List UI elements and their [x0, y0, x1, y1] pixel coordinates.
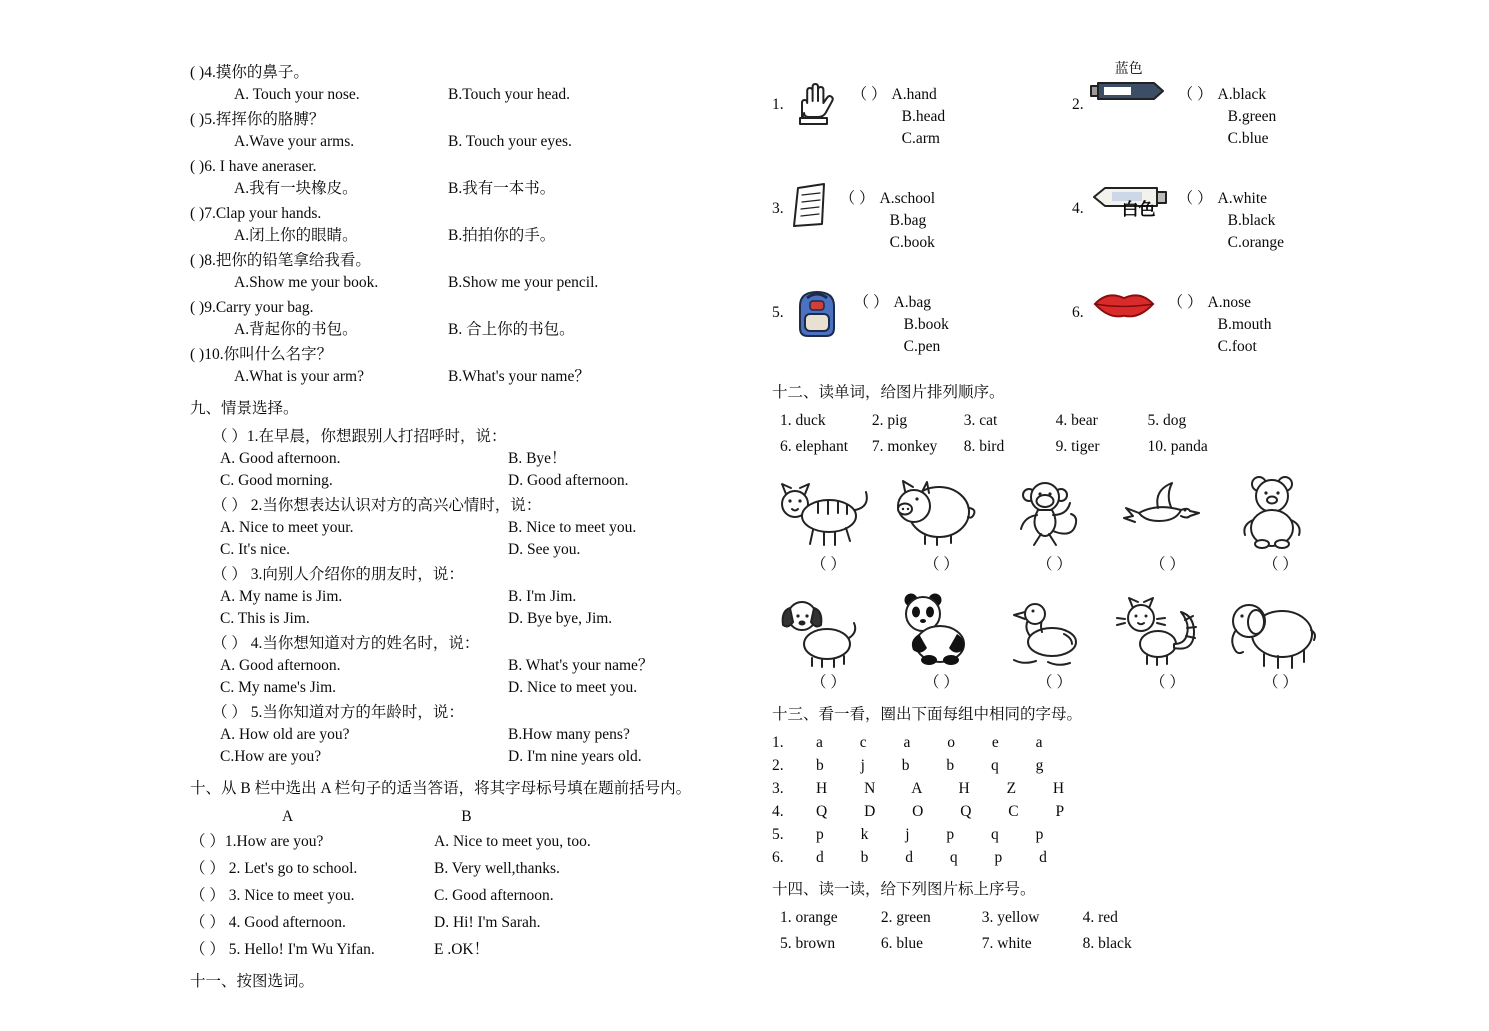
option-a: A. Touch your nose.	[234, 86, 360, 103]
match-answer: A. Nice to meet you, too.	[434, 833, 591, 850]
row-number: 3.	[772, 780, 784, 797]
match-row	[190, 831, 768, 853]
picture-question-6	[1072, 280, 1357, 372]
color-word: 7. white	[981, 935, 1032, 952]
scenario-question-1	[190, 426, 768, 492]
letter-row	[772, 755, 1357, 777]
notebook-image	[790, 182, 830, 230]
dog-image	[772, 586, 885, 671]
word-item: 4. bear	[1055, 412, 1098, 429]
animal-cell	[998, 586, 1111, 694]
letter-group: H N A H Z H	[816, 780, 1065, 797]
match-answer: B. Very well,thanks.	[434, 860, 560, 877]
question-text: （ ） 2.当你想表达认识对方的高兴心情时，说：	[212, 497, 542, 514]
option-a: A.white	[1217, 190, 1268, 207]
animal-cell	[885, 468, 998, 576]
item-number: 5.	[772, 304, 784, 321]
toothpaste-image	[1090, 62, 1168, 104]
mc-question-4	[190, 62, 768, 106]
answer-bracket: （ ）	[811, 556, 846, 573]
question-text: ( )9.Carry your bag.	[190, 299, 314, 316]
item-number: 3.	[772, 200, 784, 217]
scenario-question-2	[190, 495, 768, 561]
row-number: 1.	[772, 734, 784, 751]
scenario-question-3	[190, 564, 768, 630]
animal-cell	[772, 586, 885, 694]
option-line	[840, 188, 935, 210]
question-text: ( )4.摸你的鼻子。	[190, 64, 309, 81]
word-item: 9. tiger	[1055, 438, 1100, 455]
answer-bracket: （ ）	[811, 674, 846, 691]
tiger-image	[772, 468, 885, 553]
word-item: 7. monkey	[871, 438, 938, 455]
item-number: 6.	[1072, 304, 1084, 321]
word-list-row-2	[772, 436, 1357, 458]
mc-question-8	[190, 250, 768, 294]
section-9-title: 九、情景选择。	[190, 400, 299, 417]
color-word: 2. green	[880, 909, 931, 926]
option-line	[852, 84, 945, 106]
match-row	[190, 885, 768, 907]
question-text: （ ） 4.当你想知道对方的姓名时，说：	[212, 635, 480, 652]
option-c: C. It's nice.	[220, 541, 290, 558]
duck-image	[998, 586, 1111, 671]
column-b-header: B	[461, 808, 472, 825]
letter-row	[772, 801, 1357, 823]
section-10-title: 十、从 B 栏中选出 A 栏句子的适当答语，将其字母标号填在题前括号内。	[190, 780, 692, 797]
option-a: A. My name is Jim.	[220, 588, 343, 605]
color-word: 4. red	[1082, 909, 1118, 926]
option-d: D. I'm nine years old.	[508, 748, 642, 765]
option-b: B. I'm Jim.	[508, 588, 577, 605]
option-b: B.What's your name？	[448, 368, 590, 385]
picture-question-4	[1072, 176, 1357, 268]
option-b: B. 合上你的书包。	[448, 321, 575, 338]
question-text: ( )7.Clap your hands.	[190, 205, 322, 222]
color-word: 3. yellow	[981, 909, 1040, 926]
row-number: 6.	[772, 849, 784, 866]
answer-bracket: （ ）	[851, 86, 887, 103]
option-c: C. Good morning.	[220, 472, 333, 489]
question-text: ( )10.你叫什么名字？	[190, 346, 333, 363]
answer-bracket: （ ）	[1177, 86, 1213, 103]
option-d: D. Good afternoon.	[508, 472, 629, 489]
mc-question-7	[190, 203, 768, 247]
animal-cell	[1111, 586, 1224, 694]
match-answer: E .OK！	[434, 941, 490, 958]
match-row	[190, 939, 768, 961]
option-b: B.我有一本书。	[448, 180, 556, 197]
word-list-row-1	[772, 410, 1357, 432]
answer-bracket: （ ）	[853, 294, 889, 311]
section-11-title: 十一、按图选词。	[190, 973, 315, 990]
answer-bracket: （ ）	[1263, 674, 1298, 691]
option-b: B.How many pens?	[508, 726, 630, 743]
word-item: 6. elephant	[780, 438, 849, 455]
row-number: 2.	[772, 757, 784, 774]
option-b: B.Show me your pencil.	[448, 274, 599, 291]
letter-group: Q D O Q C P	[816, 803, 1065, 820]
left-column	[190, 62, 768, 999]
letter-row	[772, 824, 1357, 846]
answer-bracket: （ ）	[1263, 556, 1298, 573]
backpack-image	[790, 286, 844, 340]
lips-image	[1090, 286, 1158, 322]
letter-group: d b d q p d	[816, 849, 1047, 866]
option-b: B.Touch your head.	[448, 86, 571, 103]
animal-cell	[885, 586, 998, 694]
option-a: A.背起你的书包。	[234, 321, 358, 338]
item-number: 2.	[1072, 96, 1084, 113]
question-text: ( )5.挥挥你的胳膊？	[190, 111, 325, 128]
color-word: 5. brown	[780, 935, 836, 952]
mc-question-9	[190, 297, 768, 341]
match-answer: D. Hi! I'm Sarah.	[434, 914, 541, 931]
section-12	[772, 382, 1357, 694]
option-a: A.Show me your book.	[234, 274, 379, 291]
answer-bracket: （ ）	[1177, 190, 1213, 207]
letter-group: a c a o e a	[816, 734, 1043, 751]
color-word: 1. orange	[780, 909, 838, 926]
option-b: B.拍拍你的手。	[448, 227, 556, 244]
answer-bracket: （ ）	[1150, 674, 1185, 691]
option-d: D. Bye bye, Jim.	[508, 610, 613, 627]
picture-question-3	[772, 176, 1072, 268]
color-caption: 白色	[1121, 199, 1156, 219]
section-14-title: 十四、读一读，给下列图片标上序号。	[772, 881, 1036, 898]
column-a-header: A	[282, 808, 294, 825]
option-line	[1178, 84, 1277, 106]
option-a: A.school	[879, 190, 936, 207]
letter-row	[772, 778, 1357, 800]
match-row	[190, 912, 768, 934]
option-d: D. Nice to meet you.	[508, 679, 638, 696]
option-a: A.闭上你的眼睛。	[234, 227, 358, 244]
option-c: C.book	[889, 234, 935, 251]
animal-cell	[772, 468, 885, 576]
word-item: 3. cat	[963, 412, 998, 429]
option-c: C.pen	[903, 338, 941, 355]
picture-question-5	[772, 280, 1072, 372]
option-b: B.mouth	[1217, 316, 1272, 333]
match-prompt: （ ） 2. Let's go to school.	[190, 860, 358, 877]
option-c: C. My name's Jim.	[220, 679, 337, 696]
option-a: A.black	[1217, 86, 1267, 103]
option-c: C.orange	[1227, 234, 1285, 251]
column-headers	[190, 806, 768, 828]
scenario-question-5	[190, 702, 768, 768]
panda-image	[885, 586, 998, 671]
option-b: B. Touch your eyes.	[448, 133, 572, 150]
scenario-question-4	[190, 633, 768, 699]
mc-question-5	[190, 109, 768, 153]
word-item: 1. duck	[780, 412, 826, 429]
option-a: A.hand	[891, 86, 937, 103]
option-c: C.How are you?	[220, 748, 322, 765]
match-answer: C. Good afternoon.	[434, 887, 554, 904]
color-caption: 蓝色	[1114, 62, 1143, 77]
option-a: A.Wave your arms.	[234, 133, 355, 150]
answer-bracket: （ ）	[1037, 674, 1072, 691]
color-word-row-2	[772, 933, 1357, 955]
letter-row	[772, 847, 1357, 869]
option-line	[1178, 188, 1284, 210]
mc-question-10	[190, 344, 768, 388]
question-text: （ ） 5.当你知道对方的年龄时，说：	[212, 704, 464, 721]
animal-grid-row-1	[772, 468, 1357, 576]
question-text: ( )6. I have aneraser.	[190, 158, 317, 175]
section-10	[190, 778, 768, 961]
monkey-image	[998, 468, 1111, 553]
picture-question-1	[772, 72, 1072, 164]
word-item: 10. panda	[1147, 438, 1208, 455]
option-b: B.head	[901, 108, 946, 125]
animal-grid-row-2	[772, 586, 1357, 694]
answer-bracket: （ ）	[839, 190, 875, 207]
elephant-image	[1224, 586, 1337, 671]
color-word-row-1	[772, 907, 1357, 929]
option-a: A. Good afternoon.	[220, 450, 341, 467]
mc-question-6	[190, 156, 768, 200]
question-text: （ ） 3.向别人介绍你的朋友时，说：	[212, 566, 464, 583]
match-prompt: （ ） 5. Hello! I'm Wu Yifan.	[190, 941, 375, 958]
option-b: B. Bye！	[508, 450, 567, 467]
section-12-title: 十二、读单词，给图片排列顺序。	[772, 384, 1005, 401]
color-word: 8. black	[1082, 935, 1132, 952]
option-a: A.What is your arm?	[234, 368, 364, 385]
option-b: B.book	[903, 316, 949, 333]
option-b: B.green	[1227, 108, 1277, 125]
word-item: 8. bird	[963, 438, 1005, 455]
option-b: B. What's your name？	[508, 657, 654, 674]
option-a: A. Good afternoon.	[220, 657, 341, 674]
cat-image	[1111, 586, 1224, 671]
section-9	[190, 398, 768, 768]
option-a: A. Nice to meet your.	[220, 519, 354, 536]
toothpaste-image	[1090, 182, 1168, 219]
option-b: B.bag	[889, 212, 927, 229]
answer-bracket: （ ）	[924, 556, 959, 573]
option-d: D. See you.	[508, 541, 581, 558]
letter-row	[772, 732, 1357, 754]
answer-bracket: （ ）	[1167, 294, 1203, 311]
option-b: B.black	[1227, 212, 1276, 229]
letter-group: p k j p q p	[816, 826, 1044, 843]
option-a: A.我有一块橡皮。	[234, 180, 358, 197]
match-row	[190, 858, 768, 880]
picture-word-quiz	[772, 54, 1357, 372]
letter-group: b j b b q g	[816, 757, 1044, 774]
word-item: 5. dog	[1147, 412, 1187, 429]
row-number: 4.	[772, 803, 784, 820]
item-number: 1.	[772, 96, 784, 113]
word-item: 2. pig	[871, 412, 908, 429]
right-column	[772, 54, 1357, 959]
question-text: （ ）1.在早晨，你想跟别人打招呼时，说：	[212, 428, 507, 445]
picture-question-2	[1072, 62, 1357, 164]
option-a: A.bag	[893, 294, 931, 311]
section-13-title: 十三、看一看，圈出下面每组中相同的字母。	[772, 706, 1083, 723]
option-line	[854, 292, 949, 314]
match-prompt: （ ） 4. Good afternoon.	[190, 914, 346, 931]
section-14	[772, 879, 1357, 955]
option-c: C.blue	[1227, 130, 1269, 147]
option-line	[1168, 292, 1272, 314]
answer-bracket: （ ）	[1037, 556, 1072, 573]
option-c: C. This is Jim.	[220, 610, 310, 627]
match-prompt: （ ）1.How are you?	[190, 833, 324, 850]
option-b: B. Nice to meet you.	[508, 519, 637, 536]
section-13	[772, 704, 1357, 869]
option-a: A.nose	[1207, 294, 1251, 311]
answer-bracket: （ ）	[924, 674, 959, 691]
item-number: 4.	[1072, 200, 1084, 217]
animal-cell	[1224, 586, 1337, 694]
match-prompt: （ ） 3. Nice to meet you.	[190, 887, 355, 904]
answer-bracket: （ ）	[1150, 556, 1185, 573]
color-word: 6. blue	[880, 935, 924, 952]
option-c: C.foot	[1217, 338, 1257, 355]
animal-cell	[1111, 468, 1224, 576]
bird-image	[1111, 468, 1224, 553]
option-a: A. How old are you?	[220, 726, 350, 743]
row-number: 5.	[772, 826, 784, 843]
pig-image	[885, 468, 998, 553]
question-text: ( )8.把你的铅笔拿给我看。	[190, 252, 371, 269]
animal-cell	[998, 468, 1111, 576]
animal-cell	[1224, 468, 1337, 576]
hand-image	[790, 78, 842, 126]
option-c: C.arm	[901, 130, 940, 147]
bear-image	[1224, 468, 1337, 553]
